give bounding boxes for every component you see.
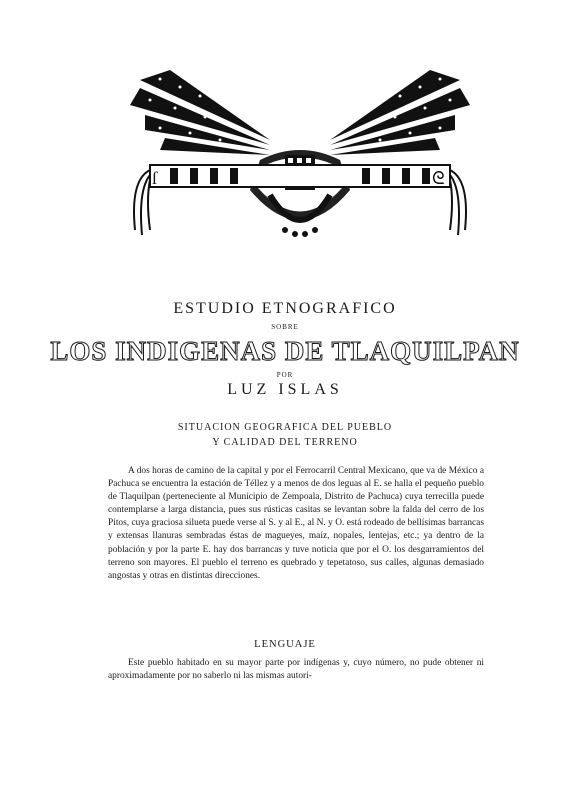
section-heading-lenguaje: LENGUAJE [254,639,316,650]
right-tassel [450,170,466,235]
body-paragraph-lenguaje: Este pueblo habitado en su mayor parte por indígenas y, cuyo número, no pude obtener ni aproximadamente por no saberlo ni las mismas autori- [108,658,484,682]
horizontal-band [150,165,450,187]
right-fan-rays [330,70,470,155]
author-name: LUZ ISLAS [227,381,343,398]
title-por: POR [276,371,294,379]
left-fan-rays [130,70,270,155]
left-tassel [134,170,150,235]
decorative-header-ornament [120,70,480,270]
body-paragraph-situacion: A dos horas de camino de la capital y por el Ferrocarril Central Mexicano, que va de México a Pachuca se encuentra la estación de Téllez y a menos de dos leguas al E. se halla el pequeño pueblo de Tlaquilpan (perteneciente al Municipio de Zempoala, Distrito de Pachuca) cuya terrecilla puede contemplarse a larga distancia, pues sus rústicas casitas se levantan sobre la falda del cerro de los Pitos, cuya graciosa silueta puede verse al S. y al E., al N. y O. está rodeado de bellísimas barrancas y extensas llanuras sembradas éstas de magueyes, maíz, nopales, lentejas, etc.; ya dentro de la población y por la parte E. hay dos barrancas y tuve noticia que por el O. los desgarramientos del terreno son mayores. El pueblo el terreno es quebrado y tepetatoso, sus calles, algunas demasiado angostas y otras en distintas direcciones. [108,466,484,581]
title-main: LOS INDIGENAS DE TLAQUILPAN [50,336,520,366]
title-estudio-etnografico: ESTUDIO ETNOGRAFICO [173,300,397,317]
ornament-letter-left: ſ [152,168,158,188]
ornament-letter-right: ᘓ [432,168,445,188]
section-heading-line1: SITUACION GEOGRAFICA DEL PUEBLO [177,422,393,433]
title-sobre: SOBRE [271,323,299,331]
central-urn [250,150,350,237]
section-heading-line2: Y CALIDAD DEL TERRENO [212,437,358,448]
